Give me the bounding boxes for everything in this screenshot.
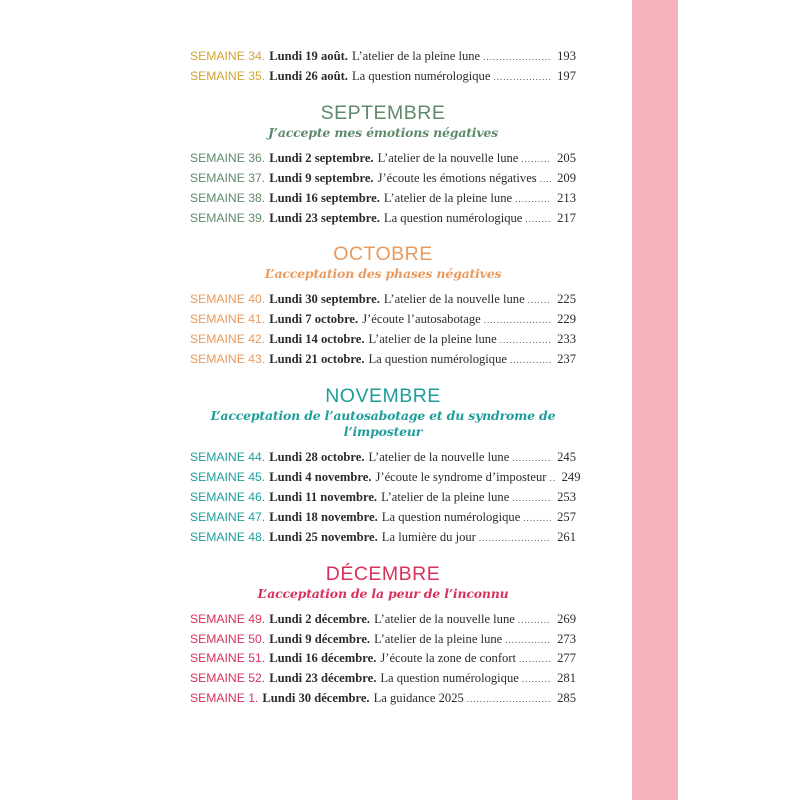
dot-leader xyxy=(483,48,551,67)
page-number: 253 xyxy=(557,489,576,504)
week-label: SEMAINE 42. xyxy=(190,332,266,347)
entry-title: L’atelier de la nouvelle lune xyxy=(374,611,515,626)
toc-entry[interactable] xyxy=(190,669,576,689)
dot-leader xyxy=(512,449,551,468)
toc-entry[interactable] xyxy=(190,508,576,528)
month-entries xyxy=(190,448,581,548)
month-subtitle: L’acceptation des phases négatives xyxy=(264,266,502,282)
week-label: SEMAINE 45. xyxy=(190,469,266,484)
side-color-band xyxy=(632,0,678,800)
page-number: 193 xyxy=(557,49,576,63)
toc-entry[interactable] xyxy=(190,468,581,488)
toc-entry[interactable] xyxy=(190,649,576,669)
week-label: SEMAINE 49. xyxy=(190,611,266,626)
dot-leader xyxy=(512,489,551,508)
week-label: SEMAINE 40. xyxy=(190,292,266,307)
entry-date: Lundi 26 août. xyxy=(269,68,348,83)
entry-date: Lundi 30 septembre. xyxy=(269,292,380,307)
dot-leader xyxy=(525,210,551,229)
month-section xyxy=(190,562,576,710)
month-section xyxy=(190,384,581,548)
toc-entry[interactable] xyxy=(190,169,576,189)
dot-leader xyxy=(484,311,551,330)
page-number: 197 xyxy=(557,68,576,83)
week-label: SEMAINE 52. xyxy=(190,671,266,686)
toc-entry[interactable] xyxy=(190,488,576,508)
page-number: 225 xyxy=(557,292,576,307)
entry-date: Lundi 16 septembre. xyxy=(269,190,380,205)
entry-date: Lundi 21 octobre. xyxy=(269,352,365,367)
toc-entry[interactable] xyxy=(190,310,576,330)
entry-title: L’atelier de la nouvelle lune xyxy=(383,292,525,307)
page-number: 205 xyxy=(557,150,576,165)
page-number: 273 xyxy=(557,631,576,646)
toc-entry[interactable] xyxy=(190,448,576,468)
toc-entry[interactable] xyxy=(190,47,576,67)
entry-title: J’écoute la zone de confort xyxy=(380,651,517,666)
entry-date: Lundi 25 novembre. xyxy=(269,529,378,544)
entry-title: La question numérologique xyxy=(351,68,491,83)
page-number: 257 xyxy=(557,509,576,524)
entry-title: L’atelier de la pleine lune xyxy=(383,190,513,205)
month-entries xyxy=(190,290,576,370)
month-subtitle: L’acceptation de l’autosabotage et du syndrome de l’imposteur xyxy=(210,408,556,440)
page-number: 285 xyxy=(557,691,576,706)
month-entries xyxy=(190,149,576,229)
week-label: SEMAINE 34. xyxy=(190,49,266,63)
entry-title: L’atelier de la pleine lune xyxy=(351,49,481,63)
entry-title: L’atelier de la pleine lune xyxy=(368,332,497,347)
month-sections xyxy=(190,101,581,709)
entry-date: Lundi 9 décembre. xyxy=(269,631,371,646)
dot-leader xyxy=(479,529,551,548)
entry-title: L’atelier de la nouvelle lune xyxy=(377,150,519,165)
week-label: SEMAINE 35. xyxy=(190,68,266,83)
entry-date: Lundi 23 décembre. xyxy=(269,671,377,686)
week-label: SEMAINE 41. xyxy=(190,312,266,327)
entry-date: Lundi 16 décembre. xyxy=(269,651,377,666)
entry-title: La lumière du jour xyxy=(381,529,476,544)
entry-title: J’écoute les émotions négatives xyxy=(377,170,537,185)
entry-date: Lundi 11 novembre. xyxy=(269,489,378,504)
entry-title: La question numérologique xyxy=(380,671,519,686)
week-label: SEMAINE 43. xyxy=(190,352,266,367)
page-number: 245 xyxy=(557,450,576,465)
entry-title: L’atelier de la pleine lune xyxy=(381,489,510,504)
month-name: DÉCEMBRE xyxy=(325,562,441,585)
month-name: SEPTEMBRE xyxy=(320,101,446,124)
dot-leader xyxy=(528,291,551,310)
toc-entry[interactable] xyxy=(190,689,576,709)
entry-title: L’atelier de la pleine lune xyxy=(374,631,503,646)
table-of-contents xyxy=(190,47,581,709)
week-label: SEMAINE 44. xyxy=(190,450,266,465)
entry-date: Lundi 9 septembre. xyxy=(269,170,374,185)
month-entries xyxy=(190,610,576,710)
toc-entry[interactable] xyxy=(190,189,576,209)
month-subtitle: L’acceptation de la peur de l’inconnu xyxy=(257,585,509,601)
month-subtitle: J’accepte mes émotions négatives xyxy=(267,124,499,140)
dot-leader xyxy=(467,690,551,709)
page-number: 249 xyxy=(561,469,581,484)
week-label: SEMAINE 48. xyxy=(190,529,266,544)
entry-date: Lundi 23 septembre. xyxy=(269,210,380,225)
week-label: SEMAINE 51. xyxy=(190,651,266,666)
intro-entries xyxy=(190,47,576,87)
page-number: 209 xyxy=(557,170,576,185)
entry-date: Lundi 18 novembre. xyxy=(269,509,378,524)
toc-entry[interactable] xyxy=(190,209,576,229)
month-section xyxy=(190,242,576,370)
week-label: SEMAINE 1. xyxy=(190,691,259,706)
week-label: SEMAINE 47. xyxy=(190,509,266,524)
entry-date: Lundi 28 octobre. xyxy=(269,450,365,465)
dot-leader xyxy=(515,190,551,209)
entry-title: J’écoute l’autosabotage xyxy=(362,312,481,327)
entry-title: L’atelier de la nouvelle lune xyxy=(368,450,510,465)
page-number: 237 xyxy=(557,352,576,367)
page-number: 277 xyxy=(557,651,576,666)
toc-entry[interactable] xyxy=(190,528,576,548)
page-number: 233 xyxy=(557,332,576,347)
dot-leader xyxy=(500,331,551,350)
month-name: OCTOBRE xyxy=(333,243,433,266)
entry-date: Lundi 4 novembre. xyxy=(269,469,372,484)
month-header xyxy=(190,101,576,141)
entry-date: Lundi 14 octobre. xyxy=(269,332,365,347)
toc-entry[interactable] xyxy=(190,290,576,310)
toc-entry[interactable] xyxy=(190,630,576,650)
page-number: 213 xyxy=(557,190,576,205)
page-number: 229 xyxy=(557,312,576,327)
toc-entry[interactable] xyxy=(190,610,576,630)
toc-entry[interactable] xyxy=(190,149,576,169)
week-label: SEMAINE 46. xyxy=(190,489,266,504)
week-label: SEMAINE 50. xyxy=(190,631,266,646)
dot-leader xyxy=(522,670,551,689)
entry-date: Lundi 30 décembre. xyxy=(262,691,370,706)
entry-date: Lundi 7 octobre. xyxy=(269,312,359,327)
week-label: SEMAINE 36. xyxy=(190,150,266,165)
month-section xyxy=(190,101,576,229)
dot-leader xyxy=(493,68,551,87)
month-header xyxy=(190,562,576,602)
entry-date: Lundi 2 décembre. xyxy=(269,611,371,626)
week-label: SEMAINE 39. xyxy=(190,210,266,225)
entry-date: Lundi 2 septembre. xyxy=(269,150,374,165)
dot-leader xyxy=(505,631,551,650)
entry-title: La guidance 2025 xyxy=(373,691,464,706)
dot-leader xyxy=(523,509,551,528)
month-header xyxy=(190,242,576,282)
page-number: 281 xyxy=(557,671,576,686)
dot-leader xyxy=(540,170,551,189)
week-label: SEMAINE 37. xyxy=(190,170,266,185)
dot-leader xyxy=(510,351,551,370)
month-header xyxy=(190,384,576,440)
dot-leader xyxy=(518,611,551,630)
dot-leader xyxy=(521,150,551,169)
entry-date: Lundi 19 août. xyxy=(269,49,348,63)
toc-entry[interactable] xyxy=(190,330,576,350)
toc-entry[interactable] xyxy=(190,350,576,370)
page-number: 269 xyxy=(557,611,576,626)
week-label: SEMAINE 38. xyxy=(190,190,266,205)
entry-title: La question numérologique xyxy=(368,352,507,367)
month-name: NOVEMBRE xyxy=(325,385,441,408)
dot-leader xyxy=(519,650,551,669)
toc-entry[interactable] xyxy=(190,67,576,87)
entry-title: J’écoute le syndrome d’imposteur xyxy=(375,469,547,484)
page-number: 261 xyxy=(557,529,576,544)
entry-title: La question numérologique xyxy=(381,509,521,524)
dot-leader xyxy=(550,469,556,488)
entry-title: La question numérologique xyxy=(383,210,523,225)
page-number: 217 xyxy=(557,210,576,225)
